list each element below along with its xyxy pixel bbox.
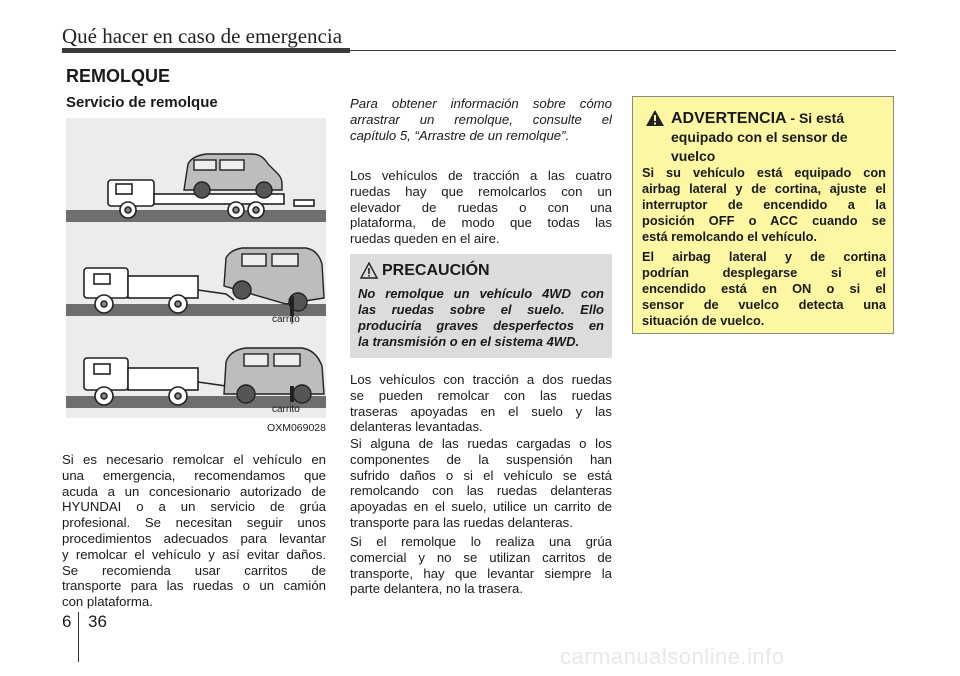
text-line: se pueden remolcar con las ruedas bbox=[350, 387, 612, 403]
text-line: Los vehículos de tracción a las cuatro bbox=[350, 168, 612, 183]
caution-title: PRECAUCIÓN bbox=[382, 262, 490, 279]
text-line: capítulo 5, “Arrastre de un remolque”. bbox=[350, 127, 570, 143]
text-line: HYUNDAI o a un servicio de grúa bbox=[62, 499, 326, 515]
section-title: REMOLQUE bbox=[66, 66, 171, 86]
text-line: encendido está en ON o si el bbox=[642, 281, 886, 296]
warning-paragraph-1 bbox=[642, 165, 886, 245]
warning-box bbox=[632, 96, 894, 334]
warning-title bbox=[671, 109, 891, 166]
text-line: Se recomienda usar carritos de bbox=[62, 562, 326, 578]
carrito-1-marker bbox=[290, 296, 294, 316]
subsection-title: Servicio de remolque bbox=[66, 94, 218, 111]
text-line: comercial y no se utilizan carritos de bbox=[350, 549, 612, 565]
commercial-tow-paragraph bbox=[350, 534, 612, 597]
text-line: remolcando con las ruedas delanteras bbox=[350, 483, 612, 499]
text-line: Si es necesario remolcar el vehículo en bbox=[62, 452, 326, 467]
tow-truck-diagrams bbox=[66, 118, 326, 418]
running-header-title: Qué hacer en caso de emergencia bbox=[62, 24, 343, 48]
text-line: ruedas hay que remolcarlos con un bbox=[350, 183, 612, 199]
text-line: una emergencia, recomendamos que bbox=[62, 467, 326, 483]
text-line: parte delantera, no la trasera. bbox=[350, 581, 524, 597]
warning-title-sub: - Si está equipado con el sensor de vuelco bbox=[671, 110, 848, 164]
header-rule bbox=[62, 50, 896, 51]
text-line: componentes de la suspensión han bbox=[350, 451, 612, 467]
text-line: procedimientos adecuados para levantar bbox=[62, 530, 326, 546]
caution-box bbox=[350, 254, 612, 358]
caution-triangle-icon bbox=[360, 262, 378, 279]
towing-illustration bbox=[66, 118, 326, 418]
carrito-label-2: carrito bbox=[272, 404, 300, 415]
text-line: produciría graves desperfectos en bbox=[358, 318, 604, 333]
text-line: El airbag lateral y de cortina bbox=[642, 249, 886, 264]
text-line: arrastrar un remolque, consulte el bbox=[350, 111, 612, 127]
2wd-towing-paragraph bbox=[350, 372, 612, 435]
caution-text bbox=[358, 286, 604, 350]
text-line: transporte para las ruedas delanteras. bbox=[350, 514, 573, 530]
text-line: plataforma, de modo que todas las bbox=[350, 215, 612, 231]
page-number-divider bbox=[78, 612, 79, 662]
carrito-label-1: carrito bbox=[272, 314, 300, 325]
4wd-towing-paragraph bbox=[350, 168, 612, 247]
text-line: Si el remolque lo realiza una grúa bbox=[350, 534, 612, 549]
text-line: Si alguna de las ruedas cargadas o los bbox=[350, 436, 612, 451]
text-line: transporte, hay que levantar siempre la bbox=[350, 565, 612, 581]
text-line: ruedas queden en el aire. bbox=[350, 231, 500, 247]
damaged-wheels-paragraph bbox=[350, 436, 612, 531]
text-line: No remolque un vehículo 4WD con bbox=[358, 286, 604, 301]
watermark: carmanualsonline.info bbox=[560, 644, 785, 669]
text-line: sensor de vuelco detecta una bbox=[642, 297, 886, 312]
warning-paragraph-2 bbox=[642, 249, 886, 329]
text-line: acuda a un concesionario autorizado de bbox=[62, 483, 326, 499]
text-line: está remolcando el vehículo. bbox=[642, 229, 817, 244]
trailer-reference-paragraph bbox=[350, 96, 612, 143]
text-line: delanteras levantadas. bbox=[350, 419, 483, 435]
warning-title-main: ADVERTENCIA bbox=[671, 110, 786, 127]
figure-code: OXM069028 bbox=[267, 422, 326, 434]
page-number: 36 bbox=[88, 612, 107, 631]
text-line: Para obtener información sobre cómo bbox=[350, 96, 612, 111]
text-line: apoyadas en el suelo, utilice un carrito de bbox=[350, 499, 612, 515]
towing-service-paragraph bbox=[62, 452, 326, 610]
text-line: interruptor de encendido a la bbox=[642, 197, 886, 212]
carrito-2-marker bbox=[290, 386, 294, 402]
ground-strip-1 bbox=[66, 210, 326, 222]
warning-text bbox=[642, 165, 886, 329]
text-line: posición OFF o ACC cuando se bbox=[642, 213, 886, 228]
text-line: profesional. Se necesitan seguir unos bbox=[62, 515, 326, 531]
text-line: sufrido daños o si el vehículo se está bbox=[350, 467, 612, 483]
text-line: las ruedas sobre el suelo. Ello bbox=[358, 302, 604, 317]
text-line: y remolcar el vehículo y así evitar daños. bbox=[62, 546, 326, 562]
text-line: elevador de ruedas o con una bbox=[350, 199, 612, 215]
text-line: Si su vehículo está equipado con bbox=[642, 165, 886, 180]
text-line: la transmisión o en el sistema 4WD. bbox=[358, 334, 580, 349]
text-line: traseras apoyadas en el suelo y las bbox=[350, 403, 612, 419]
text-line: con plataforma. bbox=[62, 594, 153, 610]
text-line: podrían desplegarse si el bbox=[642, 265, 886, 280]
text-line: situación de vuelco. bbox=[642, 313, 765, 328]
text-line: Los vehículos con tracción a dos ruedas bbox=[350, 372, 612, 387]
text-line: transporte para las ruedas o un camión bbox=[62, 578, 326, 594]
chapter-number: 6 bbox=[62, 612, 72, 631]
warning-triangle-icon bbox=[645, 109, 665, 127]
text-line: airbag lateral y de cortina, ajuste el bbox=[642, 181, 886, 196]
